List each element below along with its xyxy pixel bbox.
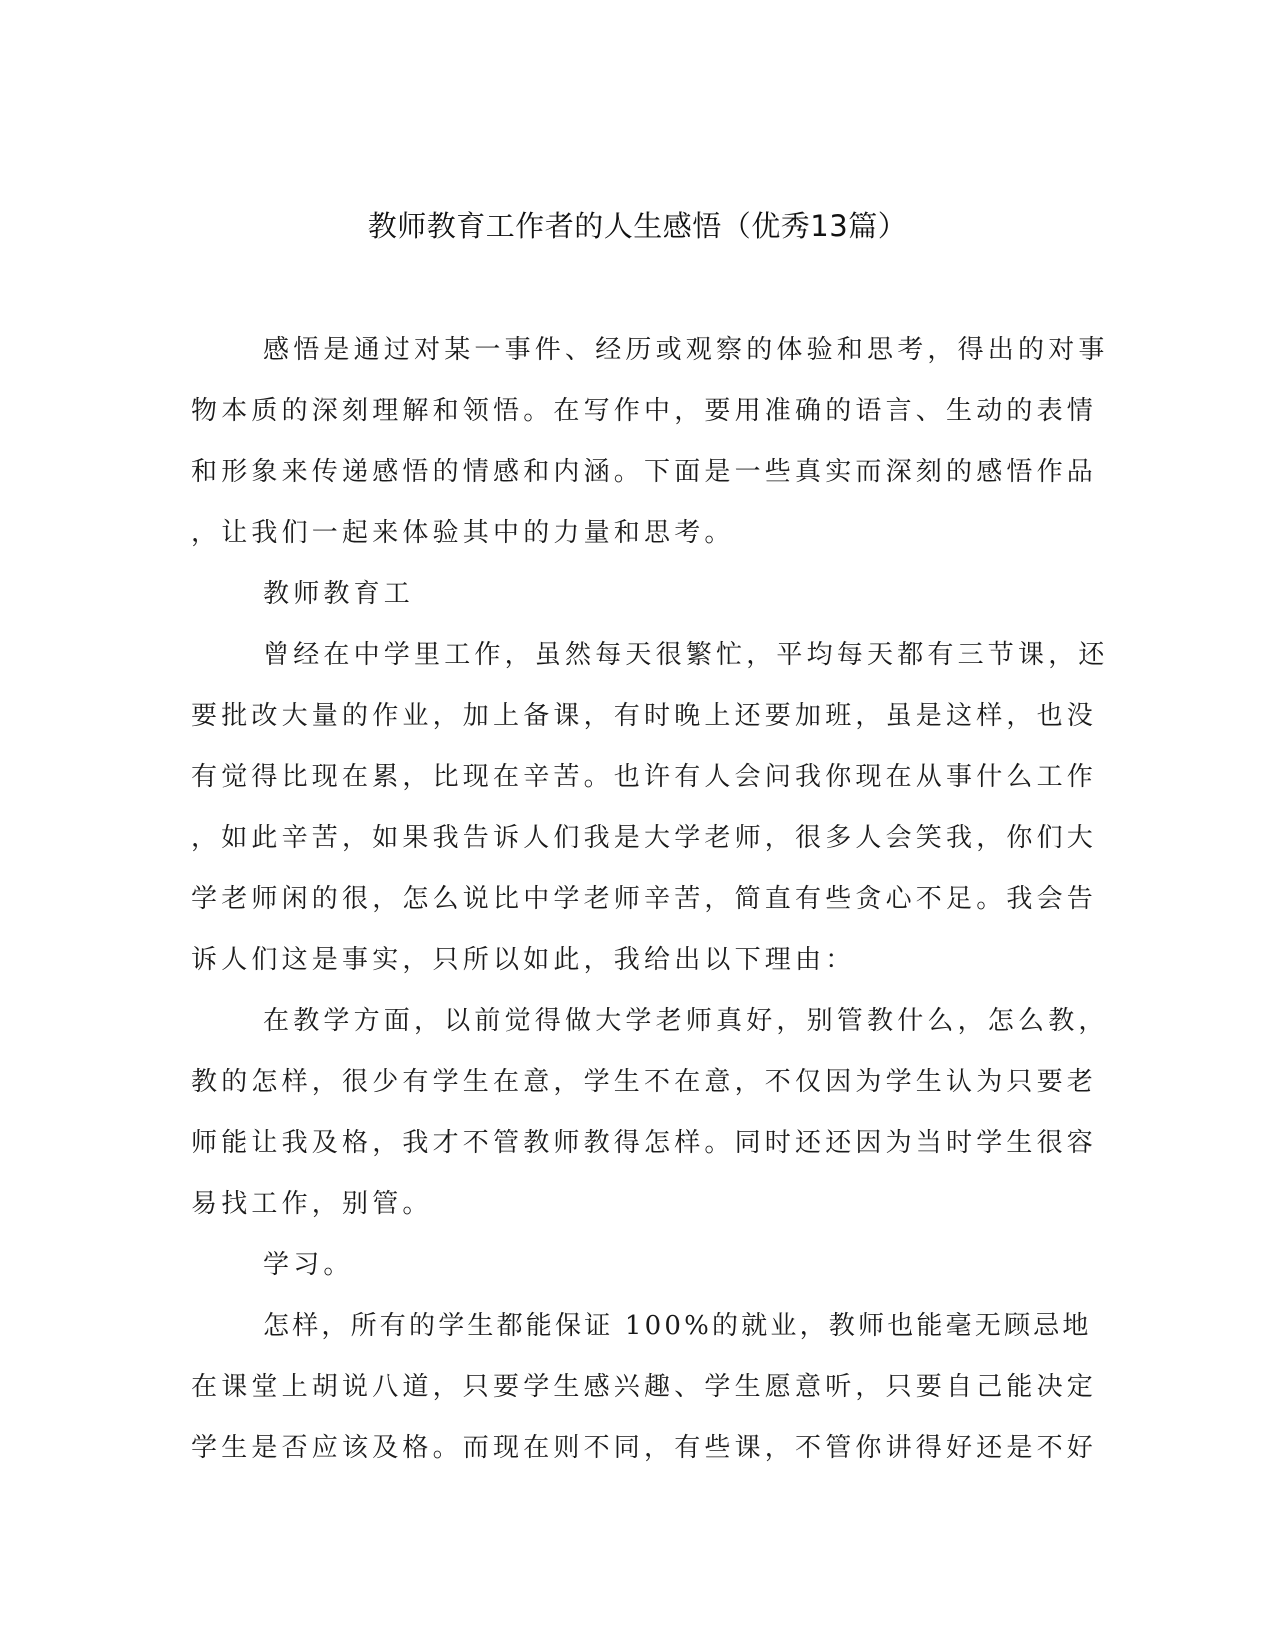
paragraph-line: 感悟是通过对某一事件、经历或观察的体验和思考，得出的对事 <box>263 335 1109 365</box>
paragraph-line: 在教学方面，以前觉得做大学老师真好，别管教什么，怎么教， <box>263 1006 1109 1036</box>
paragraph-line: ，让我们一起来体验其中的力量和思考。 <box>191 518 735 548</box>
paragraph-line: 学生是否应该及格。而现在则不同，有些课，不管你讲得好还是不好 <box>191 1433 1098 1463</box>
paragraph-line: 和形象来传递感悟的情感和内涵。下面是一些真实而深刻的感悟作品 <box>191 457 1098 487</box>
paragraph-line: 教的怎样，很少有学生在意，学生不在意，不仅因为学生认为只要老 <box>191 1067 1098 1097</box>
paragraph-line: 曾经在中学里工作，虽然每天很繁忙，平均每天都有三节课，还 <box>263 640 1109 670</box>
paragraph-line: 有觉得比现在累，比现在辛苦。也许有人会问我你现在从事什么工作 <box>191 762 1098 792</box>
paragraph-line: 物本质的深刻理解和领悟。在写作中，要用准确的语言、生动的表情 <box>191 396 1098 426</box>
paragraph-line: 师能让我及格，我才不管教师教得怎样。同时还还因为当时学生很容 <box>191 1128 1098 1158</box>
section-heading: 教师教育工 <box>263 579 415 609</box>
paragraph-line: 易找工作，别管。 <box>191 1189 433 1219</box>
paragraph-line: 要批改大量的作业，加上备课，有时晚上还要加班，虽是这样，也没 <box>191 701 1098 731</box>
paragraph-line: 学习。 <box>263 1250 354 1280</box>
document-title: 教师教育工作者的人生感悟（优秀13篇） <box>367 209 908 243</box>
paragraph-line: 诉人们这是事实，只所以如此，我给出以下理由： <box>191 945 856 975</box>
paragraph-line: 怎样，所有的学生都能保证 100%的就业，教师也能毫无顾忌地 <box>263 1311 1092 1341</box>
paragraph-line: 在课堂上胡说八道，只要学生感兴趣、学生愿意听，只要自己能决定 <box>191 1372 1098 1402</box>
paragraph-line: 学老师闲的很，怎么说比中学老师辛苦，简直有些贪心不足。我会告 <box>191 884 1098 914</box>
document-body <box>191 330 1109 1489</box>
paragraph-line: ，如此辛苦，如果我告诉人们我是大学老师，很多人会笑我，你们大 <box>191 823 1098 853</box>
